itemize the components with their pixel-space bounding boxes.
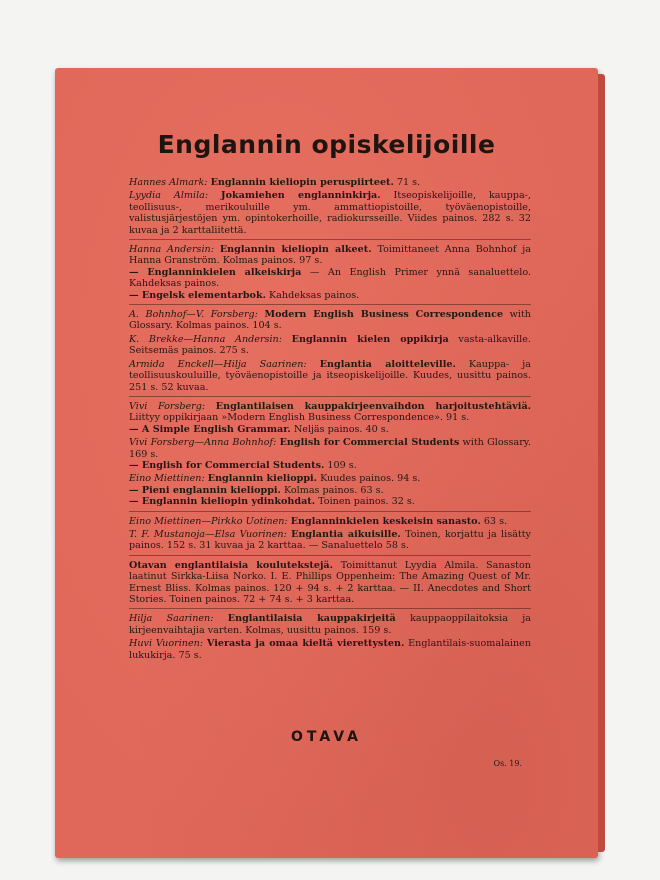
book-entry [129,359,531,397]
book-entry [129,638,531,661]
book-details: Toimittanut Lyydia Almila. Sanaston laatinut Sirkka-Liisa Norko. I. E. Phillips Oppenheim: The Amazing Quest of Mr. Ernest Bliss. Kolmas painos. 120 + 94 s. + 2 karttaa. — II. Anecdotes and Short Stories. Toinen painos. 72 + 74 s. + 3 karttaa. [129,559,531,605]
book-author: Armida Enckell—Hilja Saarinen: [129,358,307,370]
book-entry [129,244,531,305]
book-details: Toinen, korjattu ja lisätty painos. 152 s. 31 kuvaa ja 2 karttaa. — Sanaluettelo 58 s. [129,528,531,552]
book-list [129,177,531,663]
book-subentry [129,290,531,301]
book-author: Lyydia Almila: [129,190,209,202]
book-details: Englantilais-suomalainen lukukirja. 75 s. [129,638,531,661]
book-title: Englannin kielen oppikirja [291,333,449,345]
book-details: Neljäs painos. 40 s. [293,423,389,435]
book-title: English for Commercial Students [279,437,460,449]
book-author: Hannes Almark: [129,177,208,188]
book-details: 71 s. [396,177,421,188]
book-author: Eino Miettinen: [129,473,205,485]
book-title: — Englannin kieliopin ydinkohdat. [129,496,316,508]
book-title: — A Simple English Grammar. [129,423,291,435]
book-details: Toimittaneet Anna Bohnhof ja Hanna Granström. Kolmas painos. 97 s. [129,244,531,267]
cover-edge [598,74,605,852]
book-title: Englanninkielen keskeisin sanasto. [290,515,481,527]
book-subentry [129,267,531,290]
book-entry [129,473,531,511]
book-author: Eino Miettinen—Pirkko Uotinen: [129,515,288,527]
book-entry [129,401,531,435]
book-details: Kauppa- ja teollisuuskouluille, työväenopistoille ja itseopiskelijoille. Kuudes, uusittu painos. 251 s. 52 kuvaa. [129,358,531,393]
book-author: Vivi Forsberg: [129,400,206,412]
book-entry [129,177,531,188]
book-details: Kuudes painos. 94 s. [320,473,421,485]
book-author: Vivi Forsberg—Anna Bohnhof: [129,437,277,449]
book-entry [129,529,531,556]
book-author: A. Bohnhof—V. Forsberg: [129,309,258,321]
book-entry [129,437,531,471]
book-author: Hanna Andersin: [129,244,214,256]
book-details: vasta-alkaville. Seitsemäs painos. 275 s. [129,333,531,357]
book-details: Liittyy oppikirjaan »Modern English Business Correspondence». 91 s. [129,412,470,424]
book-title: Englannin kieliopin alkeet. [219,244,372,256]
book-details: Kahdeksas painos. [269,289,360,301]
catalog-code: Os. 19. [493,759,522,768]
book-title: Englannin kieliopin peruspiirteet. [210,177,394,188]
book-author: T. F. Mustanoja—Elsa Vuorinen: [129,528,287,540]
book-details: 109 s. [327,459,357,471]
page-title: Englannin opiskelijoille [157,130,496,159]
book-details: Toinen painos. 32 s. [318,496,415,508]
book-subentry [129,485,531,496]
book-title: Otavan englantilaisia koulutekstejä. [129,559,333,571]
book-details: kauppaoppilaitoksia ja kirjeenvaihtajia varten. Kolmas, uusittu painos. 159 s. [129,613,531,636]
book-entry [129,334,531,357]
book-title: Modern English Business Correspondence [264,309,504,321]
book-entry [129,560,531,610]
publisher-name: OTAVA [291,729,362,745]
book-entry [129,516,531,527]
book-details: Itseopiskelijoille, kauppa-, teollisuus-, merikouluille ym. ammattiopistoille, työväenopistoille, valistusjärjestöjen ym. opintokerhoille, radiokursseille. Viides painos. 282 s. 32 kuvaa ja 2 karttaliitettä. [129,190,531,236]
book-title: Englantia aikuisille. [291,528,401,540]
book-title: Englantilaisia kauppakirjeitä [227,613,396,625]
book-back-cover [55,68,598,858]
book-title: Englannin kielioppi. [207,473,318,485]
book-title: — English for Commercial Students. [129,459,325,471]
book-details: with Glossary. 169 s. [129,437,531,460]
book-subentry [129,424,531,435]
book-title: — Pieni englannin kielioppi. [129,484,281,496]
book-title: Englantia aloitteleville. [319,358,456,370]
book-title: — Englanninkielen alkeiskirja [129,266,302,278]
book-details: Kolmas painos. 63 s. [283,484,384,496]
book-details: — An English Primer ynnä sanaluettelo. Kahdeksas painos. [129,266,532,290]
book-details: with Glossary. Kolmas painos. 104 s. [129,309,531,332]
book-title: Englantilaisen kauppakirjeenvaihdon harjoitustehtäviä. [215,400,531,412]
book-subentry [129,460,531,471]
book-author: K. Brekke—Hanna Andersin: [129,333,282,345]
book-title: — Engelsk elementarbok. [129,289,266,301]
book-title: Jokamiehen englanninkirja. [221,190,381,202]
book-title: Vierasta ja omaa kieltä vierettysten. [206,638,405,650]
book-entry [129,309,531,332]
book-entry [129,190,531,240]
book-author: Hilja Saarinen: [129,613,214,625]
book-author: Huvi Vuorinen: [129,638,204,650]
book-details: 63 s. [483,515,508,527]
book-entry [129,613,531,636]
book-subentry [129,496,531,507]
